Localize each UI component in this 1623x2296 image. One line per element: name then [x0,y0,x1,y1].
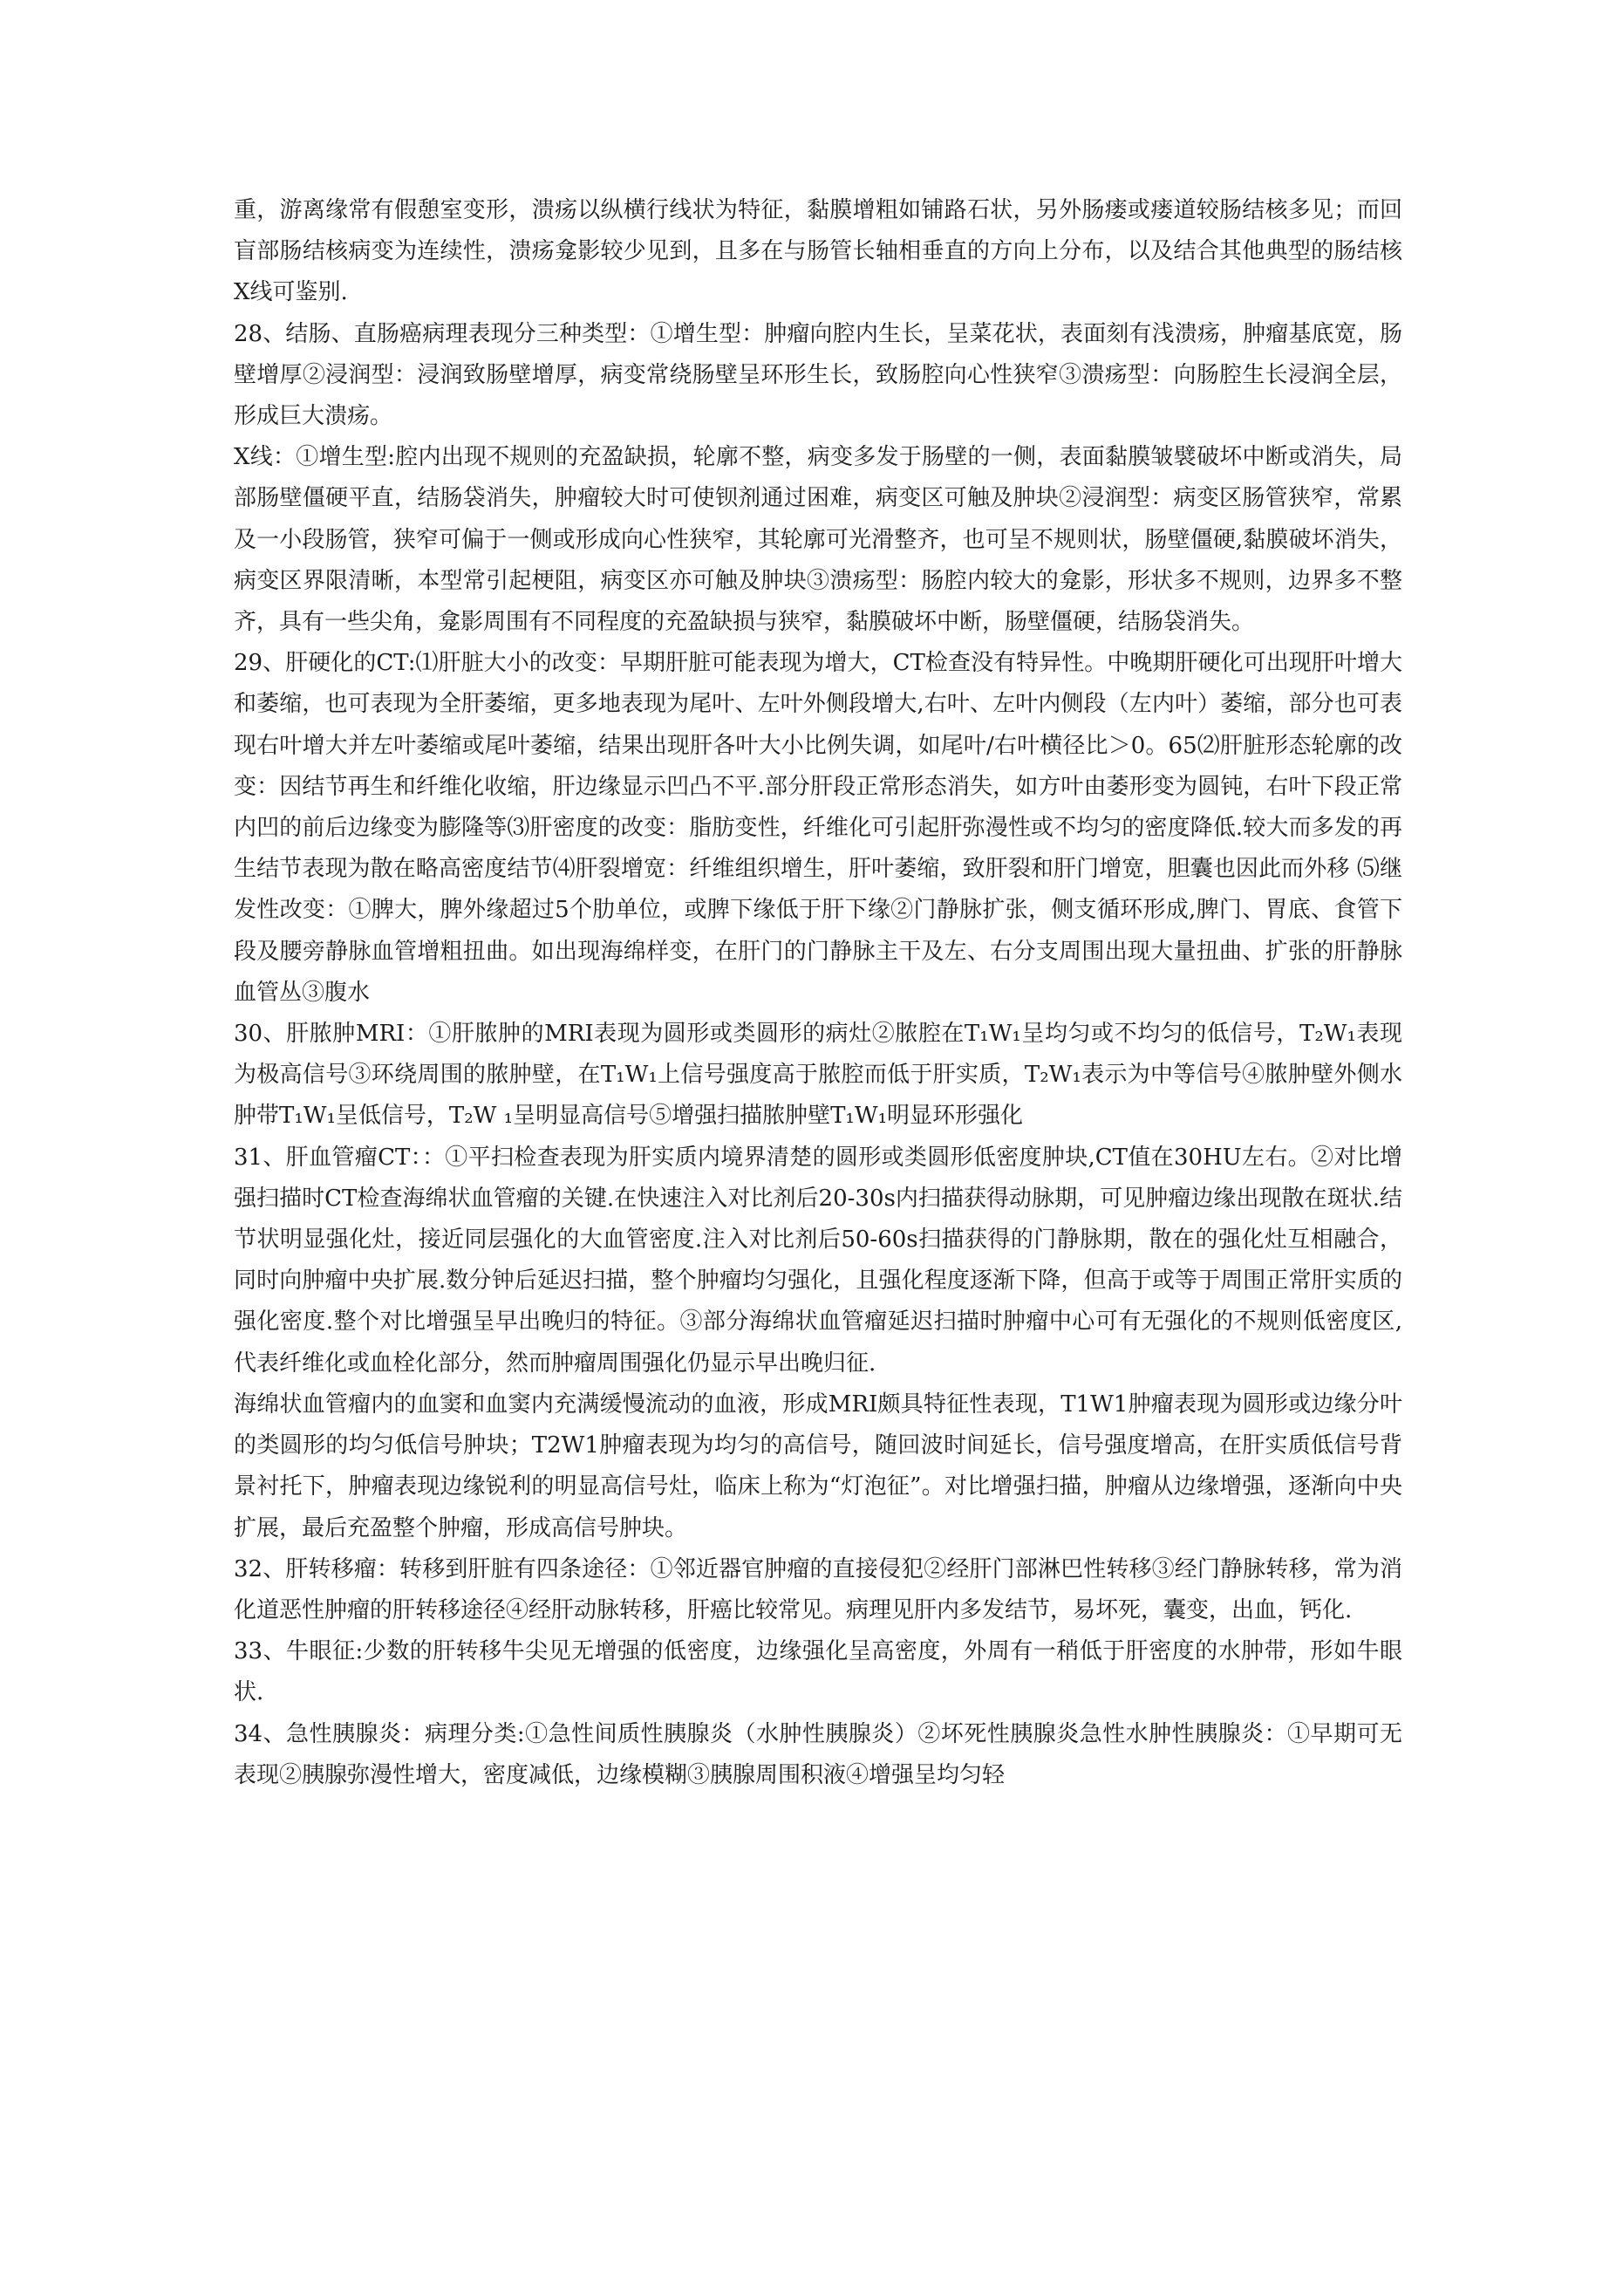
paragraph-34-acute-pancreatitis: 34、急性胰腺炎：病理分类:①急性间质性胰腺炎（水肿性胰腺炎）②坏死性胰腺炎急性水肿性胰腺炎：①早期可无表现②胰腺弥漫性增大，密度减低，边缘模糊③胰腺周围积液④增强呈均匀轻 [234,1720,1402,1788]
paragraph-31-hemangioma-mri: 海绵状血管瘤内的血窦和血窦内充满缓慢流动的血液，形成MRI颇具特征性表现，T1W1肿瘤表现为圆形或边缘分叶的类圆形的均匀低信号肿块；T2W1肿瘤表现为均匀的高信号，随回波时间延长，信号强度增高，在肝实质低信号背景衬托下，肿瘤表现边缘锐利的明显高信号灶，临床上称为“灯泡征”。对比增强扫描，肿瘤从边缘增强，逐渐向中央扩展，最后充盈整个肿瘤，形成高信号肿块。 [234,1391,1402,1541]
paragraph-30-liver-abscess-mri: 30、肝脓肿MRI：①肝脓肿的MRI表现为圆形或类圆形的病灶②脓腔在T₁W₁呈均匀或不均匀的低信号，T₂W₁表现为极高信号③环绕周围的脓肿壁，在T₁W₁上信号强度高于脓腔而低于肝实质，T₂W₁表示为中等信号④脓肿壁外侧水肿带T₁W₁呈低信号，T₂W ₁呈明显高信号⑤增强扫描脓肿壁T₁W₁明显环形强化 [234,1021,1402,1130]
paragraph-28-xray: X线：①增生型:腔内出现不规则的充盈缺损，轮廓不整，病变多发于肠壁的一侧，表面黏膜皱襞破坏中断或消失，局部肠壁僵硬平直，结肠袋消失，肿瘤较大时可使钡剂通过困难，病变区可触及肿块②浸润型：病变区肠管狭窄，常累及一小段肠管，狭窄可偏于一侧或形成向心性狭窄，其轮廓可光滑整齐，也可呈不规则状，肠壁僵硬,黏膜破坏消失，病变区界限清晰，本型常引起梗阻，病变区亦可触及肿块③溃疡型：肠腔内较大的龛影，形状多不规则，边界多不整齐，具有一些尖角，龛影周围有不同程度的充盈缺损与狭窄，黏膜破坏中断，肠壁僵硬，结肠袋消失。 [234,444,1402,636]
paragraph-28-colorectal-pathology: 28、结肠、直肠癌病理表现分三种类型：①增生型：肿瘤向腔内生长，呈菜花状，表面刻有浅溃疡，肿瘤基底宽，肠壁增厚②浸润型：浸润致肠壁增厚，病变常绕肠壁呈环形生长，致肠腔向心性狭窄③溃疡型：向肠腔生长浸润全层，形成巨大溃疡。 [234,320,1402,430]
paragraph-crohn-vs-tb: 重，游离缘常有假憩室变形，溃疡以纵横行线状为特征，黏膜增粗如铺路石状，另外肠瘘或瘘道较肠结核多见；而回盲部肠结核病变为连续性，溃疡龛影较少见到，且多在与肠管长轴相垂直的方向上分布，以及结合其他典型的肠结核X线可鉴别. [234,197,1402,306]
paragraph-29-cirrhosis-ct: 29、肝硬化的CT:⑴肝脏大小的改变：早期肝脏可能表现为增大，CT检查没有特异性。中晚期肝硬化可出现肝叶增大和萎缩，也可表现为全肝萎缩，更多地表现为尾叶、左叶外侧段增大,右叶、左叶内侧段（左内叶）萎缩，部分也可表现右叶增大并左叶萎缩或尾叶萎缩，结果出现肝各叶大小比例失调，如尾叶/右叶横径比＞0。65⑵肝脏形态轮廓的改变：因结节再生和纤维化收缩，肝边缘显示凹凸不平.部分肝段正常形态消失，如方叶由萎形变为圆钝，右叶下段正常内凹的前后边缘变为膨隆等⑶肝密度的改变：脂肪变性，纤维化可引起肝弥漫性或不均匀的密度降低.较大而多发的再生结节表现为散在略高密度结节⑷肝裂增宽：纤维组织增生，肝叶萎缩，致肝裂和肝门增宽，胆囊也因此而外移 ⑸继发性改变：①脾大，脾外缘超过5个肋单位，或脾下缘低于肝下缘②门静脉扩张，侧支循环形成,脾门、胃底、食管下段及腰旁静脉血管增粗扭曲。如出现海绵样变，在肝门的门静脉主干及左、右分支周围出现大量扭曲、扩张的肝静脉血管丛③腹水 [234,650,1402,1006]
paragraph-32-liver-metastasis: 32、肝转移瘤：转移到肝脏有四条途径：①邻近器官肿瘤的直接侵犯②经肝门部淋巴性转移③经门静脉转移，常为消化道恶性肿瘤的肝转移途径④经肝动脉转移，肝癌比较常见。病理见肝内多发结节，易坏死，囊变，出血，钙化. [234,1555,1402,1623]
paragraph-33-bulls-eye-sign: 33、牛眼征:少数的肝转移牛尖见无增强的低密度，边缘强化呈高密度，外周有一稍低于肝密度的水肿带，形如牛眼状. [234,1638,1402,1706]
paragraph-31-hemangioma-ct: 31、肝血管瘤CT：：①平扫检查表现为肝实质内境界清楚的圆形或类圆形低密度肿块,CT值在30HU左右。②对比增强扫描时CT检查海绵状血管瘤的关键.在快速注入对比剂后20-30s内扫描获得动脉期，可见肿瘤边缘出现散在斑状.结节状明显强化灶，接近同层强化的大血管密度.注入对比剂后50-60s扫描获得的门静脉期，散在的强化灶互相融合，同时向肿瘤中央扩展.数分钟后延迟扫描，整个肿瘤均匀强化，且强化程度逐渐下降，但高于或等于周围正常肝实质的强化密度.整个对比增强呈早出晚归的特征。③部分海绵状血管瘤延迟扫描时肿瘤中心可有无强化的不规则低密度区,代表纤维化或血栓化部分，然而肿瘤周围强化仍显示早出晚归征. [234,1144,1402,1377]
document-page [234,190,1402,1796]
